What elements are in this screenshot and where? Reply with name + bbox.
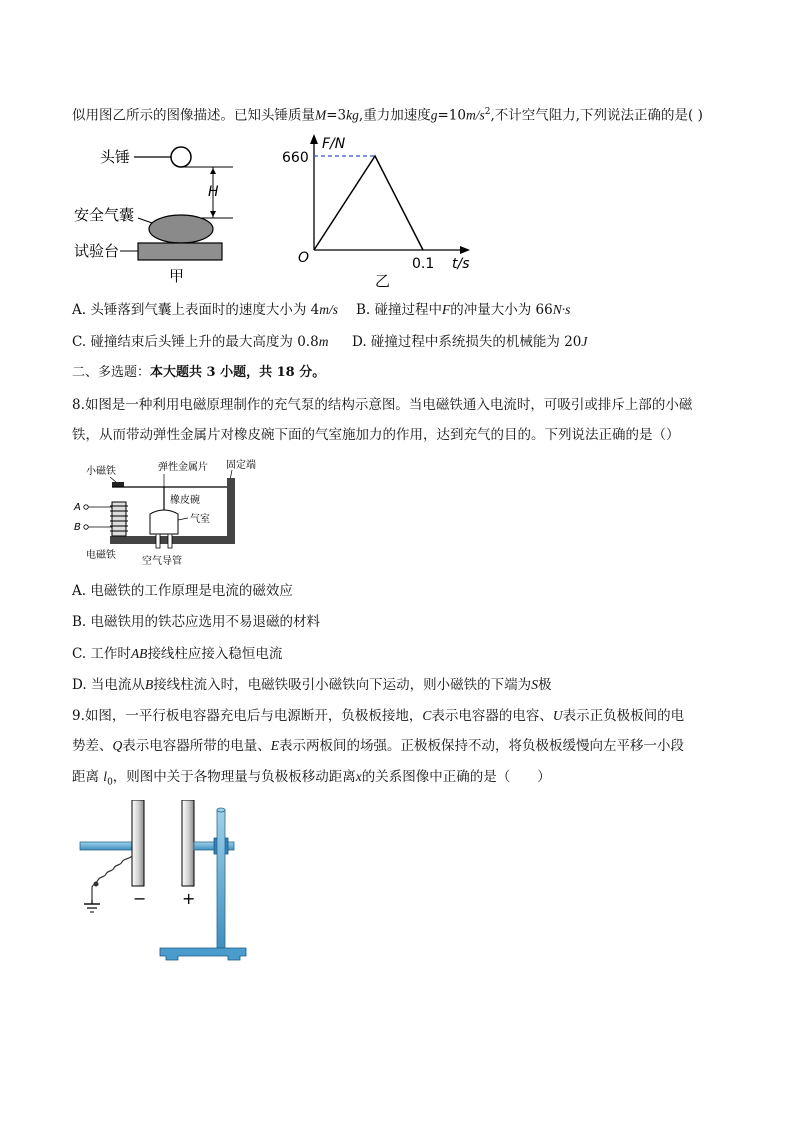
q9-stem-text: 势差、 [72,738,113,754]
q8-option-d-var: B [144,677,154,692]
q7-option-c-text: C. 碰撞结束后头锤上升的最大高度为 0.8 [72,334,319,350]
label-air-chamber: 气室 [190,514,210,525]
q7-var-g: g [430,107,438,123]
q8-stem-line1: 8.如图是一种利用电磁原理制作的充气泵的结构示意图。当电磁铁通入电流时，可吸引或排斥上部的小磁 [72,397,693,413]
platform-shape [138,243,222,260]
q8-option-d-var: S [531,677,538,692]
q7-figure-yi [278,128,478,290]
q7-option-b [356,300,570,320]
q7-option-a [72,300,338,320]
fig-yi-caption: 乙 [375,272,391,290]
left-rod [80,842,132,850]
q7-stem [72,102,703,126]
q9-var-C: C [422,708,432,723]
q7-option-b-unit: N·s [552,302,571,317]
q8-option-a: A. 电磁铁的工作原理是电流的磁效应 [72,583,293,599]
q9-stem-line1 [72,706,684,726]
q9-var-Q: Q [112,738,123,753]
ground-wire [92,856,132,900]
label-metal-sheet: 弹性金属片 [158,462,208,473]
label-small-magnet: 小磁铁 [86,466,116,477]
airbag-label: 安全气囊 [74,206,135,224]
yi-xlabel: t/s [452,256,470,272]
hammer-ball [171,147,191,167]
q9-var-l-sub: 0 [107,777,113,788]
q7-option-c-unit: m [318,334,329,349]
yi-origin: O [298,250,310,266]
positive-plate [182,800,194,886]
q7-unit-exp: 2 [484,107,491,117]
q7-stem-text: ,不计空气阻力,下列说法正确的是( ) [490,107,703,124]
q7-unit-ms: m/s [465,107,485,123]
q7-stem-text: =10 [437,107,466,124]
q7-option-a-unit: m/s [319,302,338,317]
q9-stem-text: 距离 [72,769,99,785]
section-2-title-main: 二、多选题： [72,365,151,380]
q7-option-d [352,332,587,352]
yi-ytick: 660 [282,150,309,166]
height-H-label: H [208,184,219,200]
stand-base [160,948,246,960]
q7-option-d-unit: J [581,334,588,349]
q8-option-d [72,675,551,695]
q9-stem-line3 [72,767,551,793]
section-2-title [72,363,325,383]
q9-stem-line2 [72,736,684,756]
label-electromagnet: 电磁铁 [86,550,116,561]
label-B: B [74,522,81,533]
section-2-title-detail: 本大题共 3 小题，共 18 分。 [150,365,326,380]
q7-option-b-text: B. 碰撞过程中 [356,302,443,318]
q8-option-d-text: 接线柱流入时，电磁铁吸引小磁铁向下运动，则小磁铁的下端为 [153,677,532,693]
q7-stem-text: ,重力加速度 [358,107,431,124]
q8-option-c [72,644,282,664]
q7-stem-text: 似用图乙所示的图像描述。已知头锤质量 [72,107,315,124]
q8-option-b: B. 电磁铁用的铁芯应选用不易退磁的材料 [72,614,321,630]
q9-stem-text: 表示两板间的场强。正极板保持不动，将负极板缓慢向左平移一小段 [279,738,684,754]
q7-option-a-text: A. 头锤落到气囊上表面时的速度大小为 4 [72,302,320,318]
q8-option-c-var: AB [130,646,148,661]
label-air-tube: 空气导管 [142,556,182,567]
q7-figure-jia [68,138,248,288]
q9-stem-text: 表示电容器所带的电量、 [122,738,271,754]
q8-option-d-text: 极 [537,677,552,693]
label-rubber-bowl: 橡皮碗 [170,495,200,506]
q8-figure [72,458,272,570]
yi-ylabel: F/N [322,136,346,152]
q9-var-E: E [270,738,279,753]
minus-sign: − [133,889,147,908]
q9-stem-text: ，则图中关于各物理量与负极板移动距离 [112,769,356,785]
force-curve [314,156,423,250]
label-fixed-end: 固定端 [226,460,256,471]
q9-var-l: l [103,769,108,784]
plus-sign: + [182,889,196,908]
q7-option-c [72,332,328,352]
q7-stem-text: =3 [326,107,347,124]
platform-label: 试验台 [74,242,120,260]
q9-var-U: U [552,708,563,723]
fig-jia-caption: 甲 [169,267,185,285]
q7-option-b-text: 的冲量大小为 66 [450,302,553,318]
q7-option-d-text: D. 碰撞过程中系统损失的机械能为 20 [352,334,582,350]
q7-unit-kg: kg [346,107,359,123]
stand-pole [217,810,225,948]
label-A: A [74,502,81,513]
q9-stem-text: 的关系图像中正确的是（ ） [361,769,551,785]
q8-stem-line2: 铁，从而带动弹性金属片对橡皮碗下面的气室施加力的作用，达到充气的目的。下列说法正确的是（） [72,427,680,443]
yi-xtick: 0.1 [412,256,435,272]
q9-capacitor-figure [78,800,258,965]
q9-stem-text: 表示电容器的电容、 [431,708,553,724]
q9-var-x: x [355,769,362,784]
q8-option-d-text: D. 当电流从 [72,677,145,693]
q9-stem-text: 9.如图，一平行板电容器充电后与电源断开，负极板接地， [72,708,423,724]
hammer-label: 头锤 [100,148,131,166]
negative-plate [132,800,144,886]
q8-option-c-text: 接线柱应接入稳恒电流 [147,646,283,662]
q7-option-b-var: F [442,302,451,317]
q9-stem-text: 表示正负极板间的电 [562,708,685,724]
airbag-shape [149,215,213,243]
q7-var-M: M [315,107,327,123]
q8-option-c-text: C. 工作时 [72,646,131,662]
